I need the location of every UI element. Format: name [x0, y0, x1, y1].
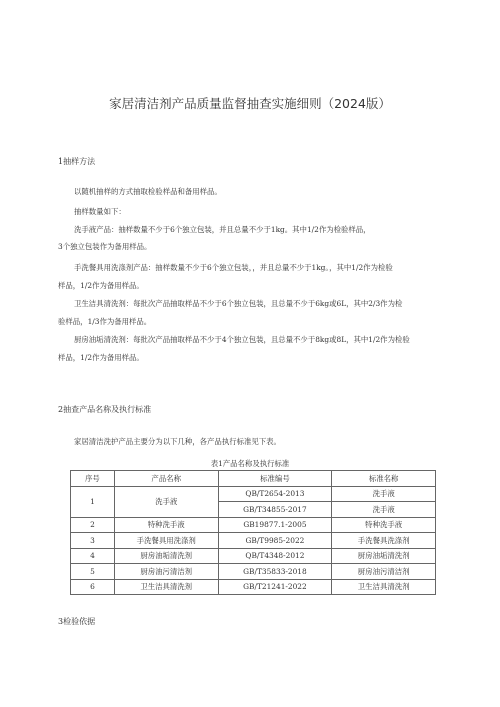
cell-product: 特种洗手液 — [114, 517, 218, 533]
header-cell: 标准编号 — [218, 471, 332, 487]
header-cell: 序号 — [71, 471, 115, 487]
table-header-row — [71, 471, 436, 487]
cell-product: 洗手液 — [114, 486, 218, 517]
cell-standard-name: 洗手液 — [332, 502, 436, 518]
table-caption: 表1产品名称及执行标准 — [210, 459, 290, 468]
table-row — [71, 564, 436, 580]
paragraph: 厨房油垢清洗剂：每批次产品抽取样品不少于4个独立包装，且总量不少于8kg或8L，其中1/2作为检验 — [74, 335, 410, 344]
paragraph: 卫生洁具清洗剂：每批次产品抽取样品不少于6个独立包装，且总量不少于6kg或6L，其中2/3作为检 — [74, 299, 403, 308]
table-row — [71, 517, 436, 533]
paragraph: 样品，1/2作为备用样品。 — [58, 281, 144, 290]
cell-standard-name: 厨房油垢清洗剂 — [332, 548, 436, 564]
cell-no: 5 — [71, 564, 115, 580]
header-cell: 标准名称 — [332, 471, 436, 487]
cell-standard: QB/T4348-2012 — [218, 548, 332, 564]
cell-no: 3 — [71, 533, 115, 549]
paragraph: 样品，1/2作为备用样品。 — [58, 353, 144, 362]
cell-standard-name: 洗手液 — [332, 486, 436, 502]
cell-standard-name: 手洗餐具洗涤剂 — [332, 533, 436, 549]
cell-standard: GB/T21241-2022 — [218, 579, 332, 595]
section-3-heading: 3检验依据 — [58, 617, 96, 626]
cell-product: 厨房油污清洁剂 — [114, 564, 218, 580]
paragraph: 手洗餐具用洗涤剂产品：抽样数量不少于6个独立包装，，并且总量不少于1kg。，其中1/2作为检验 — [74, 263, 393, 272]
page-title: 家居清洁剂产品质量监督抽查实施细则（2024版） — [109, 96, 391, 111]
paragraph: 3个独立包装作为备用样品。 — [58, 242, 152, 251]
paragraph: 抽样数量如下： — [74, 207, 126, 216]
cell-standard: GB/T9985-2022 — [218, 533, 332, 549]
cell-product: 手洗餐具用洗涤剂 — [114, 533, 218, 549]
cell-standard-name: 卫生洁具清洗剂 — [332, 579, 436, 595]
section-1-heading: 1抽样方法 — [58, 157, 96, 166]
cell-standard: GB/T35833-2018 — [218, 564, 332, 580]
cell-standard-name: 特种洗手液 — [332, 517, 436, 533]
cell-no: 2 — [71, 517, 115, 533]
cell-standard-name: 厨房油污清洁剂 — [332, 564, 436, 580]
paragraph: 验样品，1/3作为备用样品。 — [58, 317, 152, 326]
standards-table — [70, 470, 436, 595]
paragraph: 以随机抽样的方式抽取检验样品和备用样品。 — [74, 187, 222, 196]
table-row — [71, 486, 436, 502]
cell-no: 4 — [71, 548, 115, 564]
table-row — [71, 533, 436, 549]
cell-standard: QB/T2654-2013 — [218, 486, 332, 502]
table-row — [71, 548, 436, 564]
cell-standard: GB/T34855-2017 — [218, 502, 332, 518]
header-cell: 产品名称 — [114, 471, 218, 487]
paragraph: 洗手液产品：抽样数量不少于6个独立包装，并且总量不少于1kg。其中1/2作为检验样品， — [74, 225, 371, 234]
cell-product: 卫生洁具清洗剂 — [114, 579, 218, 595]
cell-no: 6 — [71, 579, 115, 595]
cell-product: 厨房油垢清洗剂 — [114, 548, 218, 564]
cell-standard: GB19877.1-2005 — [218, 517, 332, 533]
paragraph: 家居清洁洗护产品主要分为以下几种，各产品执行标准见下表。 — [74, 437, 281, 446]
table-row — [71, 579, 436, 595]
cell-no: 1 — [71, 486, 115, 517]
section-2-heading: 2抽查产品名称及执行标准 — [58, 405, 152, 414]
